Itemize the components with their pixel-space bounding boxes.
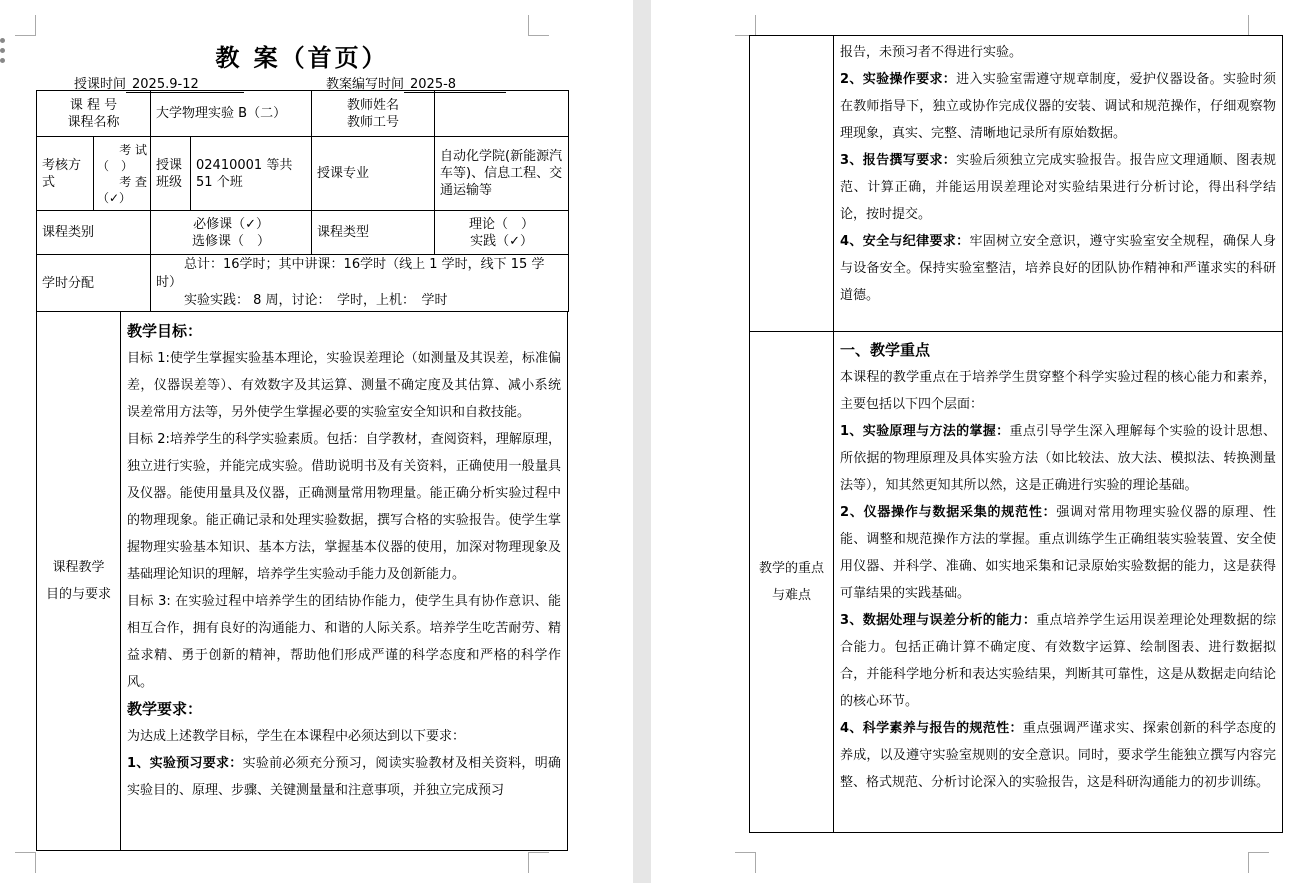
teach-time: 授课时间 2025.9-12 xyxy=(74,73,244,93)
course-info-table xyxy=(36,90,569,312)
crop-mark xyxy=(1248,15,1269,36)
major-value: 自动化学院(新能源汽车等)、信息工程、交通运输等 xyxy=(435,137,569,211)
teacher-value-cell xyxy=(435,91,569,137)
category-options: 必修课（✓） 选修课（ ） xyxy=(151,211,312,255)
crop-mark xyxy=(528,15,549,36)
key-points-intro: 本课程的教学重点在于培养学生贯穿整个科学实验过程的核心能力和素养，主要包括以下四个层面： xyxy=(840,370,1276,412)
objectives-label: 课程教学 目的与要求 xyxy=(37,312,121,850)
category-label: 课程类别 xyxy=(37,211,151,255)
document-page-right xyxy=(651,0,1294,883)
key-points-content xyxy=(834,332,1282,796)
edit-time-value: 2025-8 xyxy=(404,77,506,93)
requirements-continued-label xyxy=(750,36,834,331)
teacher-label-cell: 教师姓名 教师工号 xyxy=(312,91,435,137)
edit-time: 教案编写时间 2025-8 xyxy=(326,73,506,93)
crop-mark xyxy=(1248,852,1269,873)
goals-heading: 教学目标： xyxy=(127,322,203,340)
requirement-3: 3、报告撰写要求：实验后须独立完成实验报告。报告应文理通顺、图表规范、计算正确，并能运用误差理论对实验结果进行分析讨论，得出科学结论，按时提交。 xyxy=(840,153,1276,222)
requirements-continued-section xyxy=(749,35,1283,332)
course-label-cell: 课 程 号 课程名称 xyxy=(37,91,151,137)
crop-mark xyxy=(528,852,549,873)
hours-value: 总计：16学时；其中讲课：16学时（线上 1 学时，线下 15 学时） 实验实践： 8 周，讨论： 学时，上机： 学时 xyxy=(151,255,569,312)
requirements-continued-content xyxy=(834,36,1282,309)
objectives-content xyxy=(121,312,567,804)
goal-2: 目标 2:培养学生的科学实验素质。包括：自学教材，查阅资料，理解原理，独立进行实验，并能完成实验。借助说明书及有关资料，正确使用一般量具及仪器。能使用量具及仪器，正确测量常用物理量。能正确分析实验过程中的物理现象。能正确记录和处理实验数据，撰写合格的实验报告。使学生掌握物理实验基本知识、基本方法，掌握基本仪器的使用，加深对物理现象及基础理论知识的理解，培养学生实验动手能力及创新能力。 xyxy=(127,432,561,582)
requirement-1-continued: 报告，未预习者不得进行实验。 xyxy=(840,45,1023,60)
course-name-value: 大学物理实验 B（二） xyxy=(151,91,312,137)
hours-label: 学时分配 xyxy=(37,255,151,312)
major-label: 授课专业 xyxy=(312,137,435,211)
key-point-1: 1、实验原理与方法的掌握：重点引导学生深入理解每个实验的设计思想、所依据的物理原理及具体实验方法（如比较法、放大法、模拟法、转换测量法等），知其然更知其所以然，这是正确进行实验的理论基础。 xyxy=(840,424,1276,493)
requirement-2: 2、实验操作要求：进入实验室需遵守规章制度，爱护仪器设备。实验时须在教师指导下，独立或协作完成仪器的安装、调试和规范操作，仔细观察物理现象，真实、完整、清晰地记录所有原始数据。 xyxy=(840,72,1276,141)
type-options: 理论（ ） 实践（✓） xyxy=(435,211,569,255)
crop-mark xyxy=(735,852,756,873)
key-points-section xyxy=(749,331,1283,833)
key-points-heading: 一、教学重点 xyxy=(840,341,931,359)
objectives-section xyxy=(36,311,568,851)
requirement-1: 1、实验预习要求：实验前必须充分预习，阅读实验教材及相关资料，明确实验目的、原理、步骤、关键测量量和注意事项，并独立完成预习 xyxy=(127,756,561,798)
assess-label: 考核方式 xyxy=(37,137,94,211)
document-page-left xyxy=(0,0,633,883)
key-point-2: 2、仪器操作与数据采集的规范性：强调对常用物理实验仪器的原理、性能、调整和规范操作方法的掌握。重点训练学生正确组装实验装置、安全使用仪器、并科学、准确、如实地采集和记录原始实验数据的能力，这是获得可靠结果的实践基础。 xyxy=(840,505,1276,601)
requirement-4: 4、安全与纪律要求：牢固树立安全意识，遵守实验室安全规程，确保人身与设备安全。保持实验室整洁，培养良好的团队协作精神和严谨求实的科研道德。 xyxy=(840,234,1276,303)
key-points-label: 教学的重点 与难点 xyxy=(750,332,834,832)
drag-handle-icon[interactable] xyxy=(0,38,6,68)
goal-1: 目标 1:使学生掌握实验基本理论，实验误差理论（如测量及其误差，标准偏差，仪器误差等）、有效数字及其运算、测量不确定度及其估算、减小系统误差常用方法等，另外使学生掌握必要的实验室安全知识和自救技能。 xyxy=(127,351,561,420)
class-label: 授课班级 xyxy=(151,137,191,211)
document-title: 教 案（首页） xyxy=(215,44,389,72)
assess-options: 考 试 （ ） 考 查 （✓） xyxy=(94,137,151,211)
class-value: 02410001 等共 51 个班 xyxy=(191,137,312,211)
teach-time-value: 2025.9-12 xyxy=(126,77,244,93)
key-point-3: 3、数据处理与误差分析的能力：重点培养学生运用误差理论处理数据的综合能力。包括正确计算不确定度、有效数字运算、绘制图表、进行数据拟合，并能科学地分析和表达实验结果，判断其可靠性，这是从数据走向结论的核心环节。 xyxy=(840,613,1276,709)
requirements-intro: 为达成上述教学目标，学生在本课程中必须达到以下要求： xyxy=(127,729,466,744)
requirements-heading: 教学要求： xyxy=(127,700,203,718)
crop-mark xyxy=(15,15,36,36)
key-point-4: 4、科学素养与报告的规范性：重点强调严谨求实、探索创新的科学态度的养成，以及遵守实验室规则的安全意识。同时，要求学生能独立撰写内容完整、格式规范、分析讨论深入的实验报告，这是科研沟通能力的初步训练。 xyxy=(840,721,1276,790)
goal-3: 目标 3: 在实验过程中培养学生的团结协作能力，使学生具有协作意识、能相互合作，拥有良好的沟通能力、和谐的人际关系。培养学生吃苦耐劳、精益求精、勇于创新的精神，帮助他们形成严谨的科学态度和严格的科学作风。 xyxy=(127,594,561,690)
crop-mark xyxy=(15,852,36,873)
type-label: 课程类型 xyxy=(312,211,435,255)
crop-mark xyxy=(735,15,756,36)
